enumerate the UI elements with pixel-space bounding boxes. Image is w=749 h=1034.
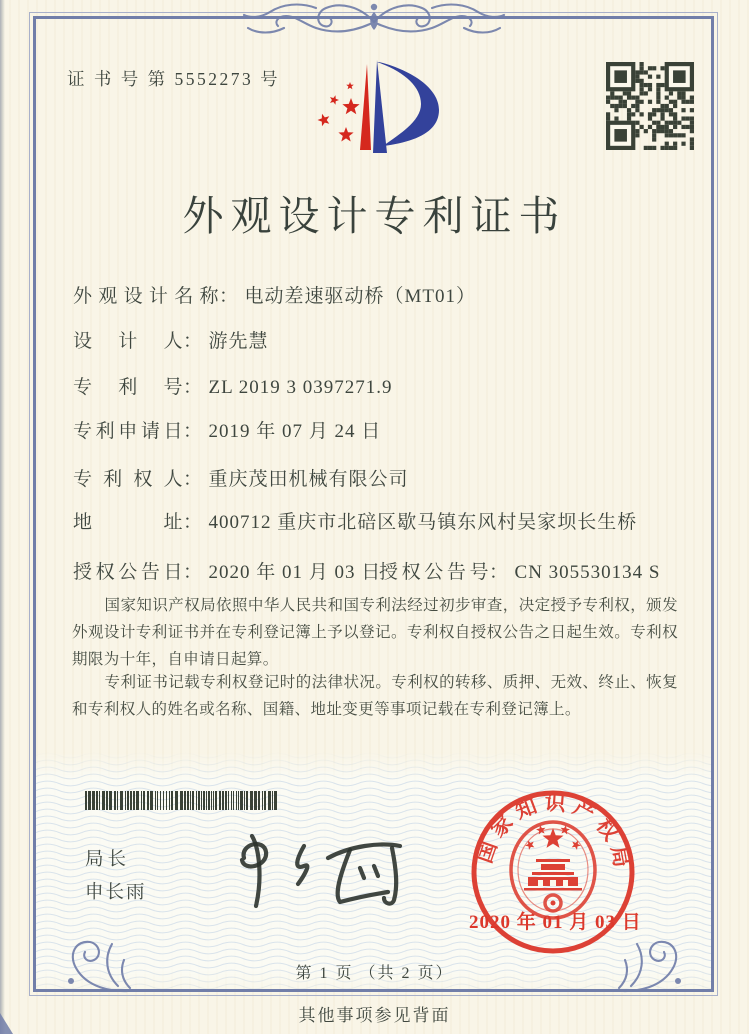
field-colon: ： (183, 512, 203, 533)
national-emblem (511, 822, 595, 918)
field-value: 2019 年 07 月 24 日 (208, 421, 382, 442)
barcode (85, 791, 281, 810)
field-row-grant (73, 560, 661, 585)
page-number: 第 1 页 （共 2 页） (295, 965, 454, 982)
field-value: ZL 2019 3 0397271.9 (208, 377, 393, 398)
field-pair-grant-no (379, 560, 660, 585)
field-colon: ： (489, 562, 509, 583)
field-label: 外观设计名称 (73, 286, 219, 307)
field-value: 电动差速驱动桥（MT01） (244, 286, 477, 307)
scan-edge-left (0, 0, 5, 1034)
signer-name-label: 申长雨 (85, 883, 147, 903)
field-colon: ： (219, 286, 239, 307)
signer-title-label: 局长 (85, 850, 131, 870)
field-colon: ： (183, 331, 203, 352)
border-ornament-top (238, 0, 510, 42)
field-value: 400712 重庆市北碚区歇马镇东风村吴家坝长生桥 (208, 512, 638, 533)
field-label: 地址 (73, 512, 183, 533)
field-label: 专利权人 (73, 469, 183, 490)
field-row-patent-no (73, 375, 393, 400)
certificate-number: 证 书 号 第 5552273 号 (67, 69, 281, 89)
field-colon: ： (183, 562, 203, 583)
field-label: 专利号 (73, 377, 183, 398)
field-colon: ： (183, 421, 203, 442)
logo-stars (318, 82, 360, 142)
field-label: 授权公告号 (379, 562, 489, 583)
body-paragraph-2: 专利证书记载专利权登记时的法律状况。专利权的转移、质押、无效、终止、恢复和专利权人的姓名或名称、国籍、地址变更等事项记载在专利登记簿上。 (72, 674, 678, 718)
field-value: CN 305530134 S (514, 562, 661, 583)
qr-code (606, 62, 694, 150)
field-row-patentee (73, 467, 409, 492)
field-colon: ： (183, 377, 203, 398)
seal-date: 2020 年 01 月 03 日 (469, 912, 642, 933)
field-row-designer (73, 329, 269, 354)
field-label: 授权公告日 (73, 562, 183, 583)
certificate-title: 外观设计专利证书 (182, 193, 567, 239)
seal-text: 国家知识产权局 (472, 790, 636, 876)
field-value: 游先慧 (208, 331, 269, 352)
field-row-filing-date (73, 419, 381, 444)
logo-blue-bowl (377, 62, 439, 146)
signature-handwriting (200, 820, 415, 920)
field-row-address (73, 510, 637, 535)
field-label: 设计人 (73, 331, 183, 352)
logo-blue-wedge (373, 60, 387, 153)
logo-red-wedge (360, 64, 371, 150)
field-value: 重庆茂田机械有限公司 (208, 469, 409, 490)
field-row-design-name (73, 284, 476, 309)
field-colon: ： (183, 469, 203, 490)
back-note: 其他事项参见背面 (298, 1006, 451, 1025)
body-paragraph-1: 国家知识产权局依照中华人民共和国专利法经过初步审查，决定授予专利权，颁发外观设计专利证书并在专利登记簿上予以登记。专利权自授权公告之日起生效。专利权期限为十年，自申请日起算。 (72, 597, 678, 668)
field-value: 2020 年 01 月 03 日 (208, 562, 382, 583)
field-label: 专利申请日 (73, 421, 183, 442)
cnipa-logo-icon (313, 50, 463, 168)
